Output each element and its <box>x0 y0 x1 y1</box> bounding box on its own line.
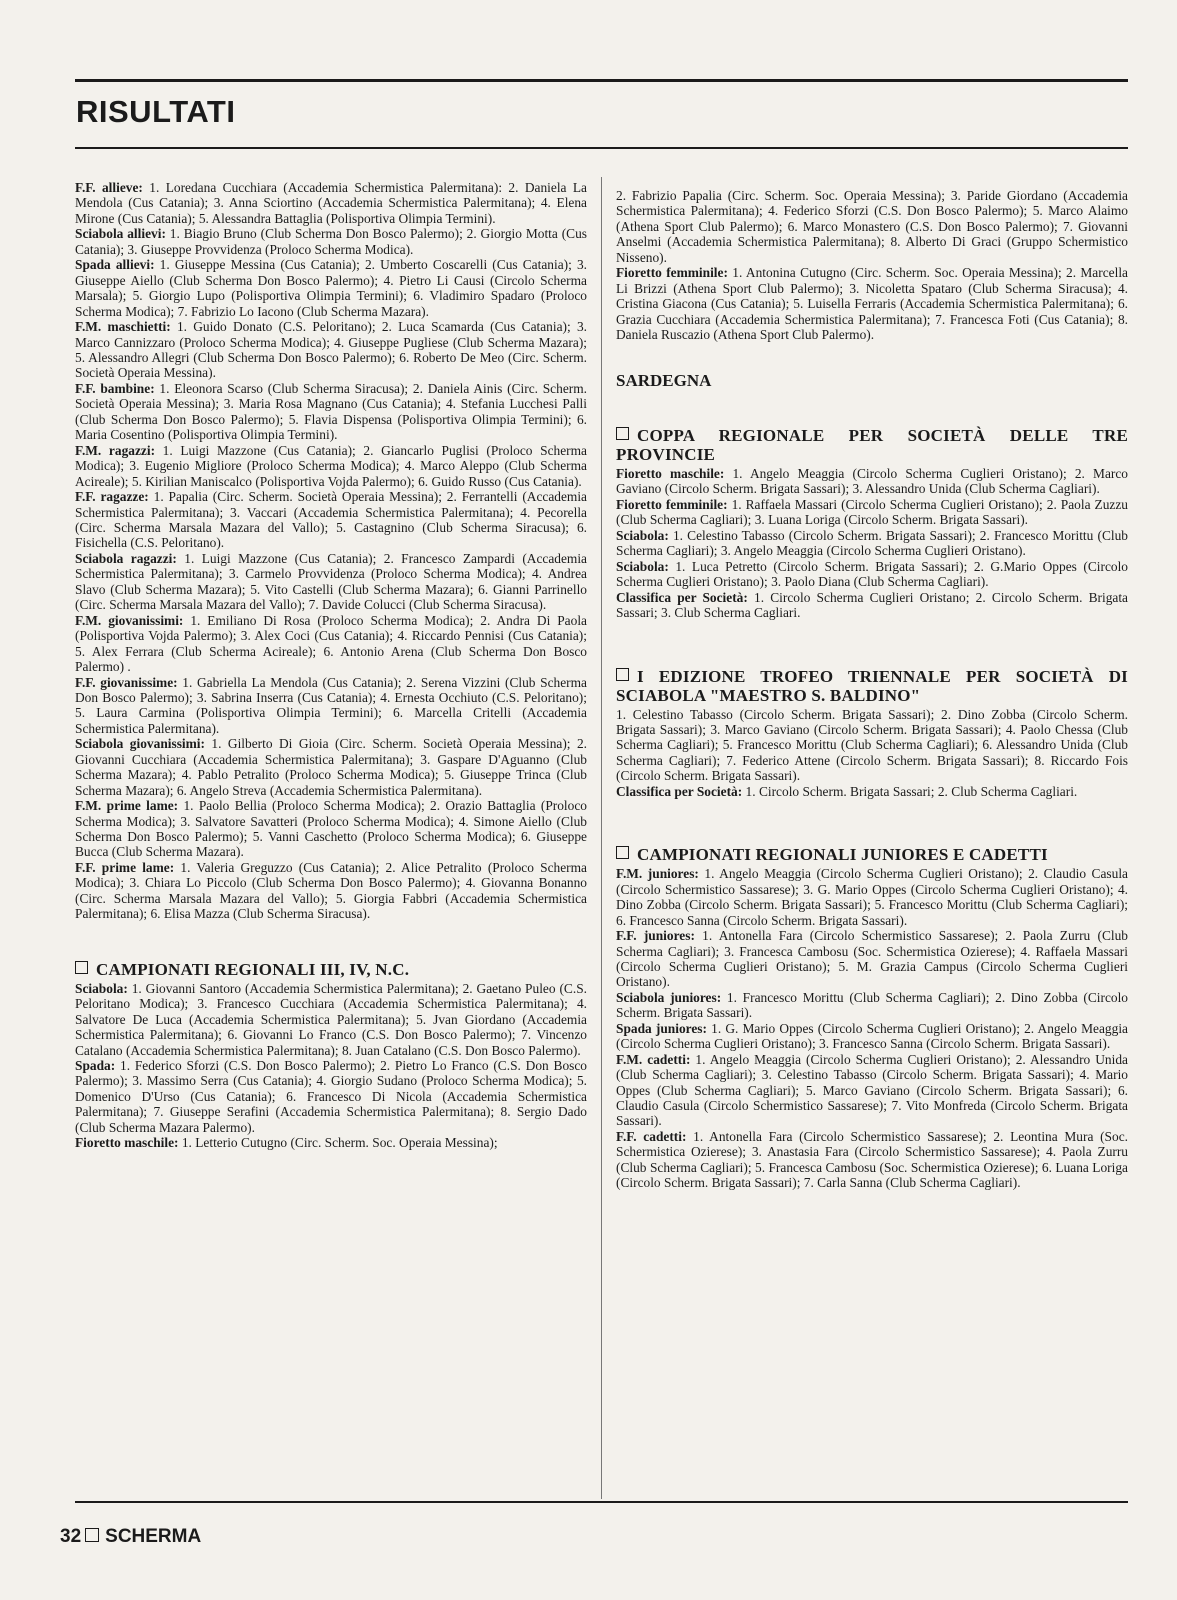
fioretto-maschile-continuation: 2. Fabrizio Papalia (Circ. Scherm. Soc. Operaia Messina); 3. Paride Giordano (Accademia Schermistica Palermitana); 4. Federico Sforzi (C.S. Don Bosco Palermo); 5. Marco Alaimo (Athena Sport Club Palermo); 6. Marco Monastero (C.S. Don Bosco Palermo); 7. Giovanni Anselmi (Accademia Schermistica Palermitana); 8. Alberto Di Graci (Gruppo Schermistico Nisseno). <box>616 188 1128 265</box>
result-entry <box>616 1129 1128 1191</box>
result-entry <box>616 559 1128 590</box>
sardegna-sections <box>616 388 1128 1191</box>
result-entry <box>75 798 587 860</box>
result-category-label: Sciabola: <box>616 527 669 543</box>
checkbox-square-icon <box>616 846 629 859</box>
result-text: 1. Valeria Greguzzo (Cus Catania); 2. Alice Petralito (Proloco Scherma Modica); 3. Chiara Lo Piccolo (Club Scherma Don Bosco Palermo); 4. Giovanna Bonanno (Circ. Scherma Marsala Mazara del Vallo); 5. Giorgia Fabbri (Accademia Schermistica Palermitana); 6. Elisa Mazza (Club Scherma Siracusa). <box>75 859 587 922</box>
result-text: 1. Luca Petretto (Circolo Scherm. Brigata Sassari); 2. G.Mario Oppes (Circolo Scherma Cuglieri Oristano); 3. Paolo Diana (Club Scherma Cagliari). <box>616 558 1128 590</box>
result-text: 1. Francesco Morittu (Club Scherma Cagliari); 2. Dino Zobba (Circolo Scherm. Brigata Sassari). <box>616 989 1129 1021</box>
result-text: 1. Federico Sforzi (C.S. Don Bosco Palermo); 2. Pietro Lo Franco (C.S. Don Bosco Palermo); 3. Massimo Serra (Cus Catania); 4. Giorgio Sudano (Proloco Scherma Modica); 5. Domenico D'Urso (Cus Catania); 6. Francesco Di Nicola (Accademia Schermistica Palermitana); 7. Giuseppe Serafini (Accademia Schermistica Palermitana); 8. Sergio Dado (Club Scherma Mazara Palermo). <box>75 1058 587 1135</box>
result-text: 1. Giovanni Santoro (Accademia Schermistica Palermitana); 2. Gaetano Puleo (C.S. Peloritano Modica); 3. Francesco Cucchiara (Accademia Schermistica Palermitana); 4. Salvatore De Luca (Accademia Schermistica Palermitana); 5. Jvan Giordano (Accademia Schermistica Palermitana); 6. Giovanni Lo Franco (C.S. Don Bosco Palermo); 7. Vincenzo Catalano (Accademia Schermistica Palermitana); 8. Juan Catalano (C.S. Don Bosco Palermo). <box>75 980 587 1058</box>
right-column <box>616 188 1128 1191</box>
result-category-label: Fioretto maschile: <box>616 465 725 481</box>
result-entry <box>616 466 1128 497</box>
result-entry <box>75 180 587 226</box>
result-entry <box>75 860 587 922</box>
section-heading-campionati-iii-iv-nc: CAMPIONATI REGIONALI III, IV, N.C. <box>75 960 587 979</box>
page-footer <box>60 1526 201 1548</box>
result-text: 1. Circolo Scherm. Brigata Sassari; 2. Club Scherma Cagliari. <box>742 783 1078 799</box>
result-category-label: Classifica per Società: <box>616 589 748 605</box>
region-heading-sardegna: SARDEGNA <box>616 370 712 390</box>
page-number: 32 <box>60 1526 82 1547</box>
result-category-label: F.F. bambine: <box>75 380 155 396</box>
result-category-label: Spada juniores: <box>616 1020 707 1036</box>
result-category-label: F.M. juniores: <box>616 866 699 882</box>
result-category-label: F.M. maschietti: <box>75 319 171 335</box>
section-heading-text: COPPA REGIONALE PER SOCIETÀ DELLE TRE PROVINCIE <box>616 425 1128 464</box>
bottom-rule <box>75 1501 1128 1503</box>
result-entry <box>616 590 1128 621</box>
result-text: 1. Luigi Mazzone (Cus Catania); 2. Francesco Zampardi (Accademia Schermistica Palermitana); 3. Carmelo Provvidenza (Proloco Scherma Modica); 4. Andrea Slavo (Club Scherma Mazara); 5. Vito Castelli (Club Scherma Mazara); 6. Gianni Parrinello (Circ. Scherma Marsala Mazara del Vallo); 7. Davide Colucci (Club Scherma Siracusa). <box>75 550 587 613</box>
result-text: 1. Raffaela Massari (Circolo Scherma Cuglieri Oristano); 2. Paola Zuzzu (Club Scherma Cagliari); 3. Luana Loriga (Circolo Scherm. Brigata Sassari). <box>616 496 1128 528</box>
checkbox-square-icon <box>616 668 629 681</box>
result-entry <box>616 707 1128 784</box>
result-entry <box>75 1058 587 1135</box>
result-category-label: Fioretto femminile: <box>616 496 728 512</box>
result-category-label: F.F. prime lame: <box>75 859 175 875</box>
result-text: 1. Emiliano Di Rosa (Proloco Scherma Modica); 2. Andra Di Paola (Polisportiva Vojda Palermo); 3. Alex Coci (Cus Catania); 4. Riccardo Pennisi (Cus Catania); 5. Alex Ferrara (Club Scherma Acireale); 6. Antonio Arena (Club Scherma Don Bosco Palermo) . <box>75 612 587 675</box>
result-category-label: F.M. prime lame: <box>75 798 179 814</box>
left-column <box>75 180 587 1151</box>
result-entry <box>75 981 587 1058</box>
section-heading-text: CAMPIONATI REGIONALI JUNIORES E CADETTI <box>637 845 1048 865</box>
result-text: 1. Loredana Cucchiara (Accademia Schermistica Palermitana): 2. Daniela La Mendola (Cus Catania); 3. Anna Sciortino (Accademia Schermistica Palermitana); 4. Elena Mirone (Cus Catania); 5. Alessandra Battaglia (Polisportiva Olimpia Termini). <box>75 180 588 226</box>
result-entry <box>616 990 1128 1021</box>
section-heading <box>616 845 1128 864</box>
result-text: 1. Gilberto Di Gioia (Circ. Scherm. Società Operaia Messina); 2. Giovanni Cucchiara (Accademia Schermistica Palermitana); 3. Gaspare D'Aguanno (Club Scherma Mazara); 4. Pablo Petralito (Proloco Scherma Modica); 5. Giuseppe Trinca (Club Scherma Mazara); 6. Angelo Streva (Accademia Schermistica Palermitana). <box>75 736 588 798</box>
result-category-label: F.M. giovanissimi: <box>75 612 184 628</box>
result-entry <box>616 784 1128 799</box>
result-category-label: Sciabola: <box>75 980 128 996</box>
result-entry <box>616 1021 1128 1052</box>
result-entry <box>75 443 587 489</box>
result-category-label: F.F. allieve: <box>75 180 143 195</box>
result-category-label: Spada: <box>75 1058 116 1074</box>
result-category-label: Sciabola ragazzi: <box>75 550 177 566</box>
result-category-label: F.F. cadetti: <box>616 1128 687 1144</box>
result-category-label: Sciabola juniores: <box>616 989 722 1005</box>
result-text: 1. Luigi Mazzone (Cus Catania); 2. Giancarlo Puglisi (Proloco Scherma Modica); 3. Eugenio Migliore (Proloco Scherma Modica); 4. Marco Aleppo (Club Scherma Acireale); 5. Kirilian Maniscalco (Polisportiva Vojda Palermo); 6. Guido Russo (Cus Catania). <box>75 442 587 489</box>
result-category-label: F.F. ragazze: <box>75 489 149 505</box>
result-entry <box>75 381 587 443</box>
result-entry <box>75 257 587 319</box>
top-rule <box>75 79 1128 82</box>
result-text: 1. Papalia (Circ. Scherm. Società Operaia Messina); 2. Ferrantelli (Accademia Schermistica Palermitana); 3. Vaccari (Accademia Schermistica Palermitana); 4. Pecorella (Circ. Scherma Marsala Mazara del Vallo); 5. Castagnino (Club Scherma Siracusa); 6. Fisichella (C.S. Peloritano). <box>75 489 588 551</box>
result-entry <box>75 489 587 551</box>
result-entry <box>75 551 587 613</box>
result-text: 1. Guido Donato (C.S. Peloritano); 2. Luca Scamarda (Cus Catania); 3. Marco Cannizzaro (Proloco Scherma Modica); 4. Giuseppe Pugliese (Club Scherma Mazara); 5. Alessandro Allegri (Club Scherma Don Bosco Palermo); 6. Roberto De Meo (Circ. Scherm. Società Operaia Messina). <box>75 319 587 381</box>
magazine-name: SCHERMA <box>105 1526 202 1547</box>
column-divider <box>601 177 602 1499</box>
checkbox-square-icon <box>75 961 88 974</box>
result-category-label: Fioretto maschile: <box>75 1135 179 1151</box>
result-text: 1. Letterio Cutugno (Circ. Scherm. Soc. Operaia Messina); <box>178 1135 498 1151</box>
title-underline <box>75 147 1128 149</box>
result-category-label: Classifica per Società: <box>616 783 743 799</box>
result-text: 1. Angelo Meaggia (Circolo Scherma Cuglieri Oristano); 2. Alessandro Unida (Club Scherma Cagliari); 3. Celestino Tabasso (Circolo Scherm. Brigata Sassari); 4. Mario Oppes (Club Scherma Cagliari); 5. Marco Gaviano (Circolo Scherm. Brigata Sassari); 6. Claudio Casula (Circolo Schermistico Sassarese); 7. Vito Monfreda (Circolo Scherm. Brigata Sassari). <box>616 1051 1128 1129</box>
section-heading-text: I EDIZIONE TROFEO TRIENNALE PER SOCIETÀ DI SCIABOLA "MAESTRO S. BALDINO" <box>616 666 1128 705</box>
result-category-label: F.M. cadetti: <box>616 1051 691 1067</box>
result-text: 1. Gabriella La Mendola (Cus Catania); 2. Serena Vizzini (Club Scherma Don Bosco Palermo); 3. Sabrina Inserra (Cus Catania); 4. Ernesta Occhiuto (C.S. Peloritano); 5. Laura Carmina (Polisportiva Olimpia Termini); 6. Marcella Critelli (Accademia Schermistica Palermitana). <box>75 674 587 736</box>
result-entry <box>75 319 587 381</box>
result-entry <box>75 675 587 737</box>
left-results-list <box>75 180 587 922</box>
result-entry <box>616 866 1128 928</box>
result-category-label: F.F. juniores: <box>616 928 695 944</box>
section-heading <box>616 667 1128 705</box>
result-entry <box>75 613 587 675</box>
section-heading <box>616 426 1128 464</box>
result-category-label: Sciabola: <box>616 558 669 574</box>
result-text: 1. Eleonora Scarso (Club Scherma Siracusa); 2. Daniela Ainis (Circ. Scherm. Società Operaia Messina); 3. Maria Rosa Magnano (Cus Catania); 4. Stefania Lucchesi Palli (Club Scherma Don Bosco Palermo); 5. Flavia Dispensa (Polisportiva Olimpia Termini); 6. Maria Cosentino (Polisportiva Olimpia Termini). <box>75 380 587 443</box>
result-category-label: F.F. giovanissime: <box>75 674 178 690</box>
result-text: 1. Giuseppe Messina (Cus Catania); 2. Umberto Coscarelli (Cus Catania); 3. Giuseppe Aiello (Club Scherma Don Bosco Palermo); 4. Pietro Li Causi (Circolo Scherma Marsala); 5. Giorgio Lupo (Polisportiva Olimpia Termini); 6. Vladimiro Spadaro (Proloco Scherma Modica); 7. Fabrizio Lo Iacono (Club Scherma Mazara). <box>75 257 587 319</box>
result-entry <box>616 1052 1128 1129</box>
result-text: 1. Angelo Meaggia (Circolo Scherma Cuglieri Oristano); 2. Marco Gaviano (Circolo Scherm. Brigata Sassari); 3. Alessandro Unida (Club Scherma Cagliari). <box>616 465 1128 497</box>
result-text: 1. Angelo Meaggia (Circolo Scherma Cuglieri Oristano); 2. Claudio Casula (Circolo Schermistico Sassarese); 3. G. Mario Oppes (Circolo Scherma Cuglieri Oristano); 4. Dino Zobba (Circolo Scherm. Brigata Sassari); 5. Francesco Morittu (Club Scherma Cagliari); 6. Francesco Sanna (Circolo Scherm. Brigata Sassari). <box>616 866 1128 928</box>
result-text: 1. Circolo Scherma Cuglieri Oristano; 2. Circolo Scherm. Brigata Sassari; 3. Club Scherma Cagliari. <box>616 589 1129 621</box>
result-entry: Fioretto femminile: 1. Antonina Cutugno (Circ. Scherm. Soc. Operaia Messina); 2. Marcella Li Brizzi (Athena Sport Club Palermo); 3. Nicoletta Spataro (Club Scherma Siracusa); 4. Cristina Giacona (Cus Catania); 5. Luisella Ferraris (Accademia Schermistica Palermitana); 6. Grazia Cucchiara (Accademia Schermistica Palermitana); 7. Francesca Foti (Cus Catania); 8. Daniela Ruscazio (Athena Sport Club Palermo). <box>616 265 1128 343</box>
result-category-label: F.M. ragazzi: <box>75 442 156 458</box>
result-text: 1. Biagio Bruno (Club Scherma Don Bosco Palermo); 2. Giorgio Motta (Cus Catania); 3. Giuseppe Provvidenza (Proloco Scherma Modica). <box>75 226 587 257</box>
result-text: 1. Paolo Bellia (Proloco Scherma Modica); 2. Orazio Battaglia (Proloco Scherma Modica); 3. Salvatore Savatteri (Proloco Scherma Modica); 4. Simone Aiello (Club Scherma Don Bosco Palermo); 5. Vanni Caschetto (Proloco Scherma Modica); 6. Giuseppe Bucca (Club Scherma Mazara). <box>75 798 587 860</box>
result-entry <box>616 497 1128 528</box>
result-entry <box>75 1135 587 1150</box>
result-text: 1. Antonella Fara (Circolo Schermistico Sassarese); 2. Leontina Mura (Soc. Schermistica Ozierese); 3. Anastasia Fara (Circolo Schermistico Sassarese); 4. Paola Zurru (Club Scherma Cagliari); 5. Francesca Cambosu (Soc. Schermistica Ozierese); 6. Luana Loriga (Circolo Scherm. Brigata Sassari); 7. Carla Sanna (Club Scherma Cagliari). <box>616 1128 1128 1191</box>
result-text: 1. Celestino Tabasso (Circolo Scherm. Brigata Sassari); 2. Dino Zobba (Circolo Scherm. Brigata Sassari); 3. Marco Gaviano (Circolo Scherm. Brigata Sassari); 4. Paolo Chessa (Club Scherma Cagliari); 5. Francesco Morittu (Club Scherma Cagliari); 6. Alessandro Unida (Club Scherma Cagliari); 7. Federico Attene (Circolo Scherm. Brigata Sassari); 8. Riccardo Fois (Circolo Scherm. Brigata Sassari). <box>616 706 1128 784</box>
result-entry <box>75 736 587 798</box>
result-entry <box>616 528 1128 559</box>
campionati-iii-iv-nc-results <box>75 981 587 1151</box>
result-text: 1. Celestino Tabasso (Circolo Scherm. Brigata Sassari); 2. Francesco Morittu (Club Scherma Cagliari); 3. Angelo Meaggia (Circolo Scherma Cuglieri Oristano). <box>616 527 1128 559</box>
result-category-label: Sciabola allievi: <box>75 226 166 242</box>
page-title: RISULTATI <box>76 94 236 129</box>
result-entry <box>616 928 1128 990</box>
result-text: 1. G. Mario Oppes (Circolo Scherma Cuglieri Oristano); 2. Angelo Meaggia (Circolo Scherma Cuglieri Oristano); 3. Francesco Sanna (Circolo Scherm. Brigata Sassari). <box>616 1020 1128 1052</box>
result-text: 1. Antonella Fara (Circolo Schermistico Sassarese); 2. Paola Zurru (Club Scherma Cagliari); 3. Francesca Cambosu (Soc. Schermistica Ozierese); 4. Raffaela Massari (Circolo Scherma Cuglieri Oristano); 5. M. Grazia Campus (Circolo Scherma Cuglieri Oristano). <box>616 928 1128 990</box>
result-category-label: Sciabola giovanissimi: <box>75 736 205 752</box>
checkbox-square-icon <box>616 427 629 440</box>
checkbox-square-icon <box>85 1528 99 1542</box>
result-entry <box>75 226 587 257</box>
result-category-label: Spada allievi: <box>75 257 155 273</box>
